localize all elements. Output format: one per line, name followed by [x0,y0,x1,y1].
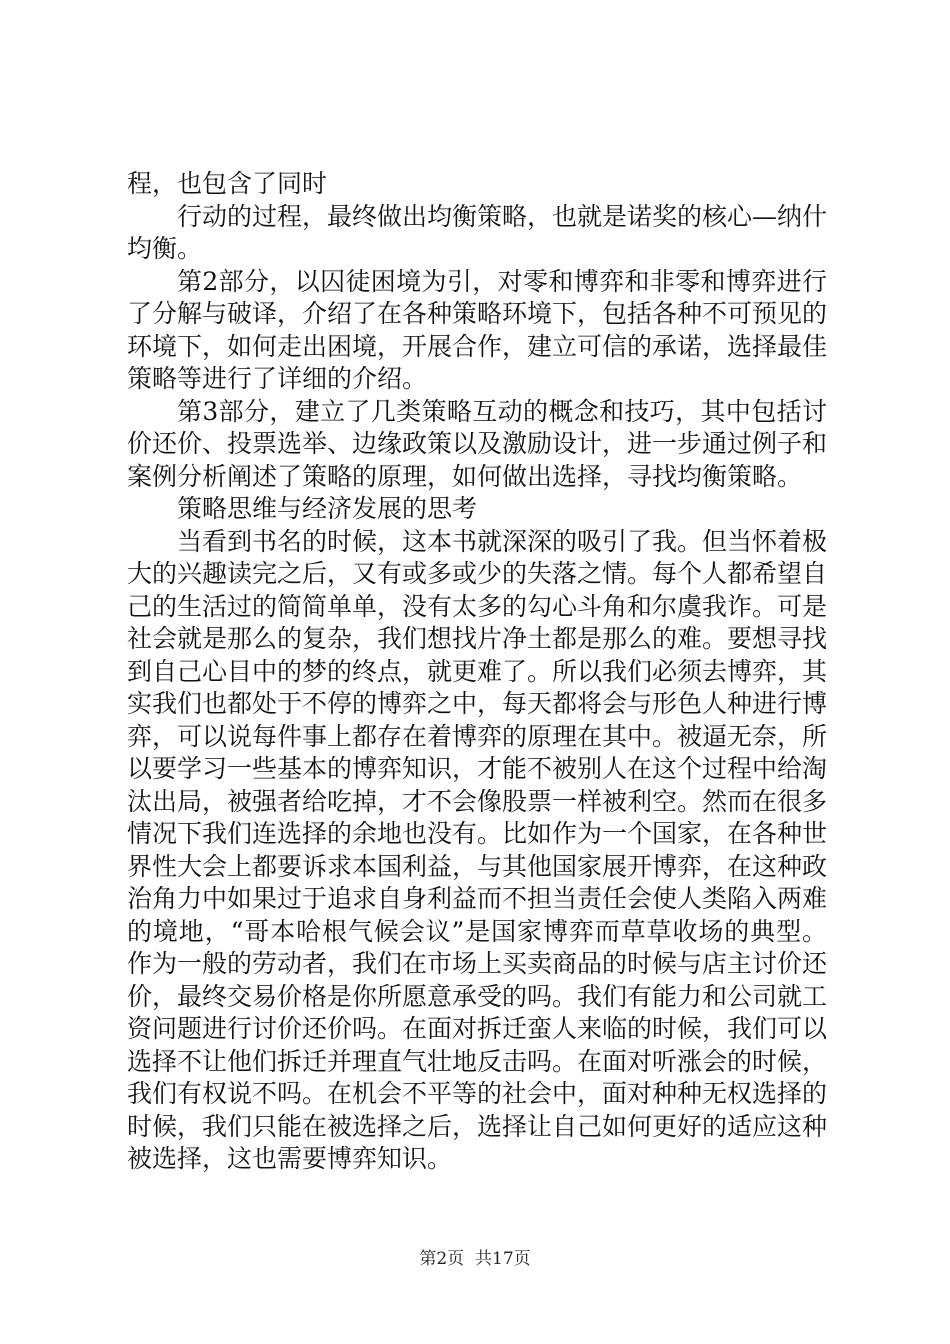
paragraph-part-3: 第3部分，建立了几类策略互动的概念和技巧，其中包括讨价还价、投票选举、边缘政策以及激励设计，进一步通过例子和案例分析阐述了策略的原理，如何做出选择，寻找均衡策略。 [127,396,828,491]
paragraph-continuation: 程，也包含了同时 [127,169,328,198]
page-footer [0,1244,950,1269]
paragraph-part-2: 第2部分，以囚徒困境为引，对零和博弈和非零和博弈进行了分解与破译，介绍了在各种策略环境下，包括各种不可预见的环境下，如何走出困境，开展合作，建立可信的承诺，选择最佳策略等进行了详细的介绍。 [127,266,828,393]
section-heading: 策略思维与经济发展的思考 [177,494,478,523]
page-number: 第2页 [419,1249,465,1269]
paragraph-nash-equilibrium: 行动的过程，最终做出均衡策略，也就是诺奖的核心—纳什均衡。 [127,201,828,263]
paragraph-reflection: 当看到书名的时候，这本书就深深的吸引了我。但当怀着极大的兴趣读完之后，又有或多或少的失落之情。每个人都希望自己的生活过的简简单单，没有太多的勾心斗角和尔虞我诈。可是社会就是那么的复杂，我们想找片净土都是那么的难。要想寻找到自己心目中的梦的终点，就更难了。所以我们必须去博弈，其实我们也都处于不停的博弈之中，每天都将会与形色人种进行博弈，可以说每件事上都存在着博弈的原理在其中。被逼无奈，所以要学习一些基本的博弈知识，才能不被别人在这个过程中给淘汰出局，被强者给吃掉，才不会像股票一样被利空。然而在很多情况下我们连选择的余地也没有。比如作为一个国家，在各种世界性大会上都要诉求本国利益，与其他国家展开博弈，在这种政治角力中如果过于追求自身利益而不担当责任会使人类陷入两难的境地，“哥本哈根气候会议”是国家博弈而草草收场的典型。作为一般的劳动者，我们在市场上买卖商品的时候与店主讨价还价，最终交易价格是你所愿意承受的吗。我们有能力和公司就工资问题进行讨价还价吗。在面对拆迁蛮人来临的时候，我们可以选择不让他们拆迁并理直气壮地反击吗。在面对听涨会的时候，我们有权说不吗。在机会不平等的社会中，面对种种无权选择的时候，我们只能在被选择之后，选择让自己如何更好的适应这种被选择，这也需要博弈知识。 [127,526,828,1173]
document-body [127,168,827,1176]
page-total: 共17页 [475,1249,531,1269]
footer-spacer [464,1249,475,1269]
